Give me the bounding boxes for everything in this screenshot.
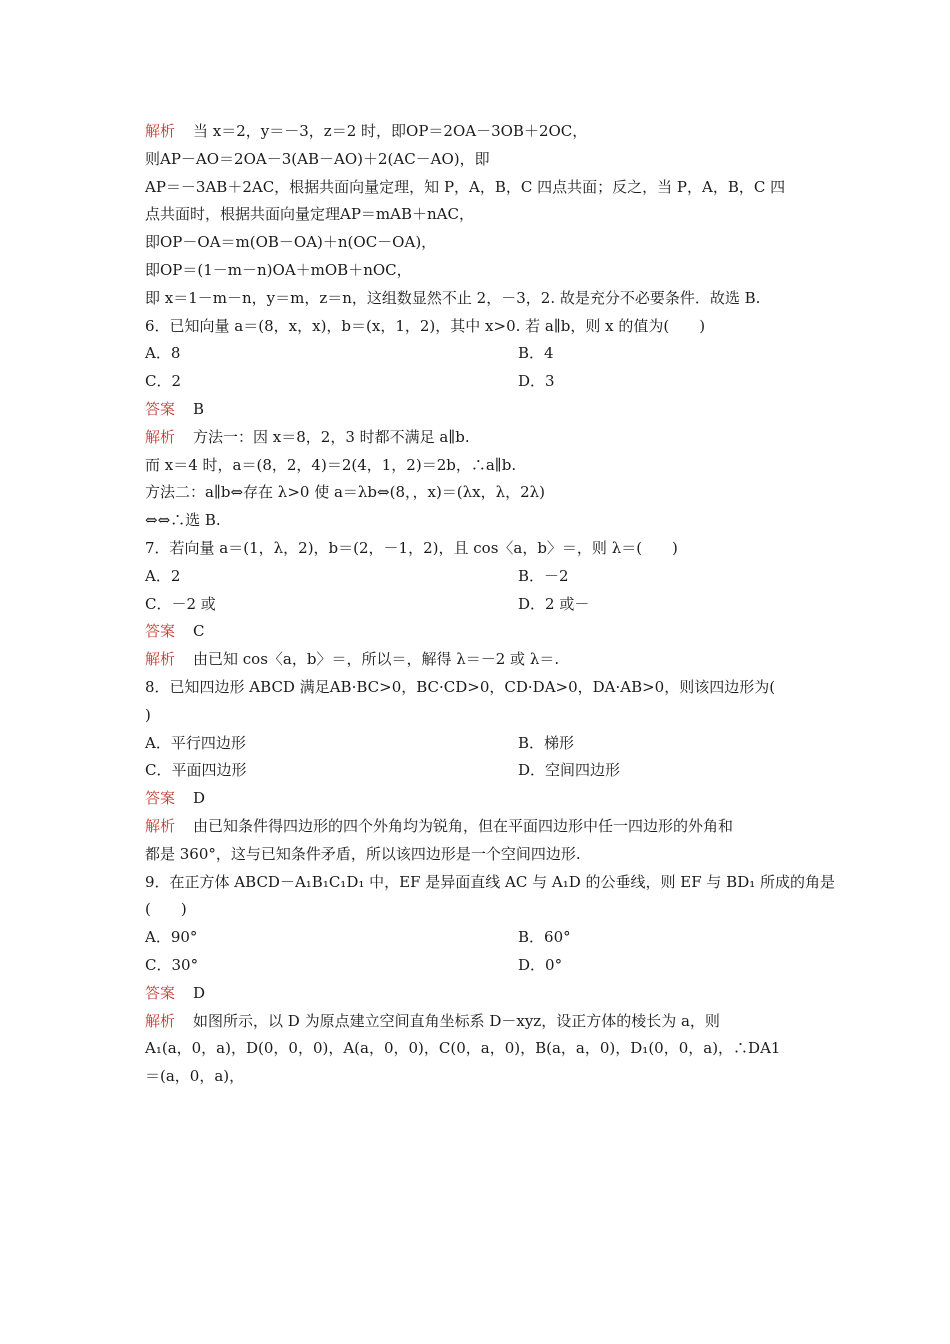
q5-explanation-line-7: 即 x＝1－m－n，y＝m，z＝n，这组数显然不止 2，－3，2. 故是充分不必要条件．故选 B. — [145, 288, 761, 307]
answer-label: 答案 — [145, 789, 176, 808]
q7-option-a: A．2 — [145, 566, 181, 585]
q6-explanation-line-4: ⇔⇔∴选 B. — [145, 511, 221, 530]
q5-explanation-line-4: 点共面时，根据共面向量定理AP＝mAB＋nAC， — [145, 205, 474, 224]
q8-stem: 8．已知四边形 ABCD 满足AB·BC>0，BC·CD>0，CD·DA>0，DA·AB>0，则该四边形为( — [145, 677, 776, 696]
explanation-label: 解析 — [145, 427, 176, 446]
explanation-label: 解析 — [145, 816, 176, 835]
q8-stem-continued: ) — [145, 705, 151, 724]
q7-option-b: B．－2 — [518, 566, 569, 585]
answer-label: 答案 — [145, 983, 176, 1002]
q8-option-b: B．梯形 — [518, 733, 575, 752]
q8-explanation-line-2: 都是 360°，这与已知条件矛盾，所以该四边形是一个空间四边形. — [145, 844, 581, 863]
q6-stem: 6．已知向量 a＝(8，x，x)，b＝(x，1，2)，其中 x>0. 若 a∥b，则 x 的值为( ) — [145, 316, 706, 335]
q5-explanation-line-6: 即OP＝(1－m－n)OA＋mOB＋nOC， — [145, 260, 412, 279]
q8-options-ab — [145, 730, 810, 758]
q9-explanation-line-3: ＝(a，0，a)， — [145, 1067, 245, 1086]
q6-explanation-line-2: 而 x＝4 时，a＝(8，2，4)＝2(4，1，2)＝2b，∴a∥b. — [145, 455, 517, 474]
q6-options-cd — [145, 368, 810, 396]
q8-option-a: A．平行四边形 — [145, 733, 246, 752]
q9-options-cd — [145, 952, 810, 980]
q7-options-ab — [145, 563, 810, 591]
q7-option-c: C．－2 或 — [145, 594, 216, 613]
q5-explanation-line-3: AP＝－3AB＋2AC，根据共面向量定理，知 P，A，B，C 四点共面；反之，当 P，A，B，C 四 — [145, 177, 786, 196]
explanation-label: 解析 — [145, 650, 176, 669]
q9-option-d: D．0° — [518, 955, 563, 974]
q8-options-cd — [145, 757, 810, 785]
q6-option-d: D．3 — [518, 372, 555, 391]
q8-option-d: D．空间四边形 — [518, 761, 621, 780]
q9-option-b: B．60° — [518, 928, 571, 947]
q9-explanation-line-2: A₁(a，0，a)，D(0，0，0)，A(a，0，0)，C(0，a，0)，B(a，a，0)，D₁(0，0，a)，∴DA1 — [145, 1039, 781, 1058]
q6-option-a: A．8 — [145, 344, 181, 363]
q6-option-b: B．4 — [518, 344, 554, 363]
q8-option-c: C．平面四边形 — [145, 761, 247, 780]
q6-option-c: C．2 — [145, 372, 182, 391]
q9-stem: 9．在正方体 ABCD－A₁B₁C₁D₁ 中，EF 是异面直线 AC 与 A₁D 的公垂线，则 EF 与 BD₁ 所成的角是 — [145, 872, 836, 891]
q7-options-cd — [145, 591, 810, 619]
q7-option-d: D．2 或－ — [518, 594, 590, 613]
q6-explanation-line-3: 方法二：a∥b⇔存在 λ>0 使 a＝λb⇔(8，，x)＝(λx，λ，2λ) — [145, 483, 546, 502]
q9-options-ab — [145, 924, 810, 952]
q9-option-c: C．30° — [145, 955, 199, 974]
explanation-label: 解析 — [145, 122, 176, 140]
answer-label: 答案 — [145, 622, 176, 641]
q5-explanation-line-1: 解析 当 x＝2，y＝－3，z＝2 时，即OP＝2OA－3OB＋2OC， — [145, 122, 588, 140]
q7-stem: 7．若向量 a＝(1，λ，2)，b＝(2，－1，2)，且 cos〈a，b〉＝，则 λ＝( ) — [145, 538, 678, 557]
q8-answer: 答案 D — [145, 789, 206, 808]
q7-answer: 答案 C — [145, 622, 205, 641]
explanation-label: 解析 — [145, 1011, 176, 1030]
q6-options-ab — [145, 340, 810, 368]
q6-explanation-line-1: 解析 方法一：因 x＝8，2，3 时都不满足 a∥b. — [145, 427, 470, 446]
q8-explanation-line-1: 解析 由已知条件得四边形的四个外角均为锐角，但在平面四边形中任一四边形的外角和 — [145, 816, 734, 835]
q6-answer: 答案 B — [145, 399, 205, 418]
q9-answer: 答案 D — [145, 983, 206, 1002]
q5-explanation-line-2: 则AP－AO＝2OA－3(AB－AO)＋2(AC－AO)，即 — [145, 149, 490, 168]
document-body — [145, 118, 836, 1091]
answer-label: 答案 — [145, 399, 176, 418]
q7-explanation-line-1: 解析 由已知 cos〈a，b〉＝，所以＝，解得 λ＝－2 或 λ＝. — [145, 650, 560, 669]
q5-explanation-line-5: 即OP－OA＝m(OB－OA)＋n(OC－OA)， — [145, 233, 437, 252]
q9-explanation-line-1: 解析 如图所示，以 D 为原点建立空间直角坐标系 D－xyz，设正方体的棱长为 a，则 — [145, 1011, 720, 1030]
q9-stem-continued: ( ) — [145, 900, 187, 919]
q9-option-a: A．90° — [145, 928, 198, 947]
